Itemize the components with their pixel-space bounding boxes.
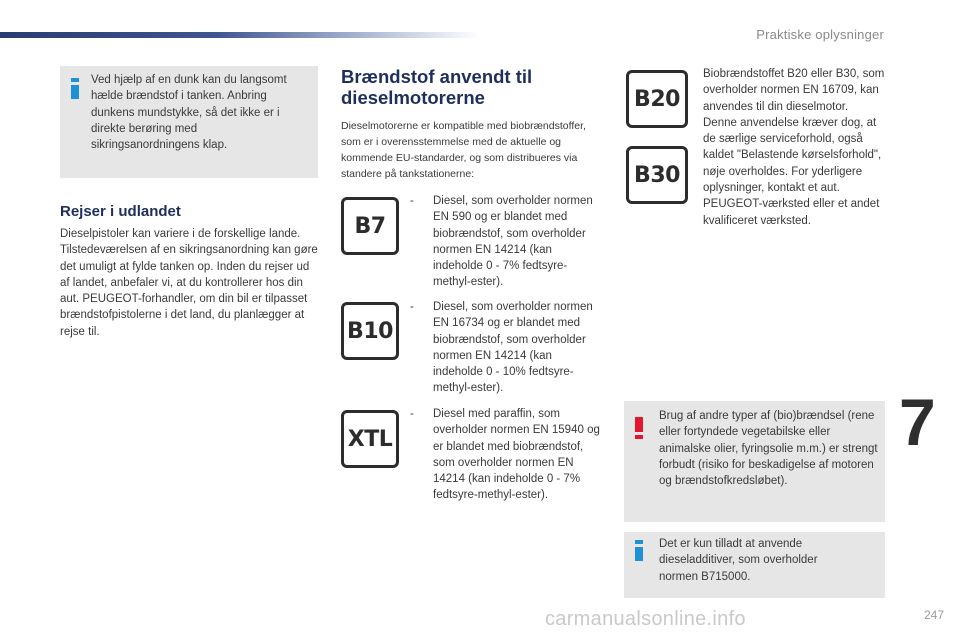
fuel-label-b30: B30 [626, 146, 688, 204]
abroad-text: Dieselpistoler kan variere i de forskellige lande. Tilstedeværelsen af en sikringsanordning kan gøre det umuligt at fylde tanken op. Inden du rejser ud af landet, anbefaler vi, at du kontrollerer hos din aut. PEUGEOT-forhandler, om din bil er tilpasset brændstofpistolerne i det land, du planlægger at rejse til. [60, 228, 318, 338]
diesel-intro: Dieselmotorerne er kompatible med biobrændstoffer, som er i overensstemmelse med de aktuelle og kommende EU-standarder, og som distribueres via standere på tankstationerne: [341, 120, 586, 180]
list-dash: - [410, 195, 414, 207]
list-dash: - [410, 408, 414, 420]
diesel-title-line1: Brændstof anvendt til [341, 66, 533, 87]
page-number: 247 [923, 608, 944, 622]
watermark: carmanualsonline.info [545, 608, 746, 630]
diesel-title [341, 66, 611, 108]
section-title: Praktiske oplysninger [756, 27, 884, 42]
info-box-top [60, 66, 318, 178]
bio-text: Biobrændstoffet B20 eller B30, som overholder normen EN 16709, kan anvendes til din dieselmotor. Denne anvendelse kræver dog, at de særlige serviceforhold, også kaldet "Belastende kørselsforhold", nøje overholdes. For yderligere oplysninger, kontakt et aut. PEUGEOT-værksted eller et andet kvalificeret værksted. [703, 68, 885, 227]
list-dash: - [410, 301, 414, 313]
info-box-bottom [624, 532, 885, 598]
fuel-label-b10: B10 [341, 302, 399, 360]
info-box-top-text: Ved hjælp af en dunk kan du langsomt hælde brændstof i tanken. Anbring dunkens mundstykke, så det ikke er i direkte berøring med sikringsanordningens klap. [91, 74, 287, 152]
fuel-label-b20: B20 [626, 70, 688, 128]
info-box-bottom-text: Det er kun tilladt at anvende dieseladditiver, som overholder normen B715000. [659, 538, 818, 583]
fuel-description-b10: Diesel, som overholder normen EN 16734 og er blandet med biobrændstof, som overholder normen EN 14214 (kan indeholde 0 - 10% fedtsyre-methyl-ester). [433, 301, 593, 395]
fuel-label-b7: B7 [341, 197, 399, 255]
header-gradient-bar [0, 32, 480, 38]
fuel-description-b7: Diesel, som overholder normen EN 590 og er blandet med biobrændstof, som overholder normen EN 14214 (kan indeholde 0 - 7% fedtsyre-methyl-ester). [433, 195, 593, 289]
fuel-label-xtl: XTL [341, 410, 399, 468]
chapter-number: 7 [899, 385, 936, 459]
warning-box [624, 401, 885, 522]
warning-box-text: Brug af andre typer af (bio)brændsel (rene eller fortyndede vegetabilske eller animalske olier, fyringsolie m.m.) er strengt forbudt (risiko for beskadigelse af motoren og brændstofkredsløbet). [659, 410, 878, 488]
fuel-description-xtl: Diesel med paraffin, som overholder normen EN 15940 og er blandet med biobrændstof, som overholder normen EN 14214 (kan indeholde 0 - 7% fedtsyre-methyl-ester). [433, 408, 600, 502]
diesel-title-line2: dieselmotorerne [341, 87, 485, 108]
abroad-title: Rejser i udlandet [60, 203, 181, 220]
